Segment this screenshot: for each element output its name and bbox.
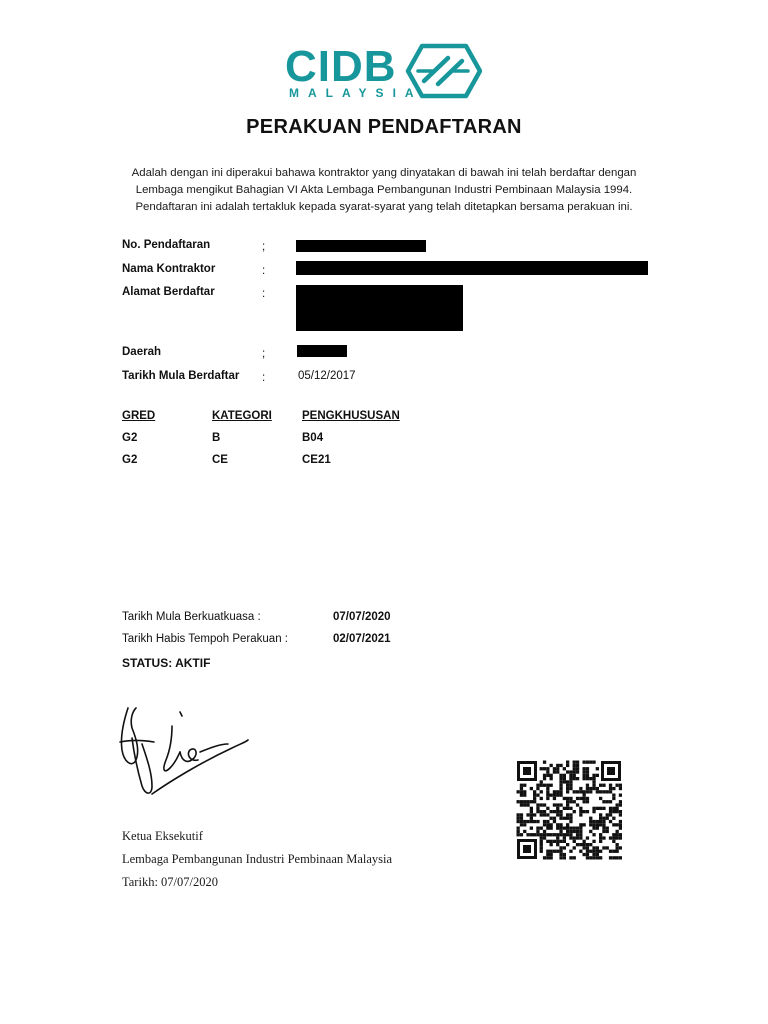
tarikh-habis-tempoh-value: 02/07/2021 <box>333 633 391 645</box>
intro-line: Adalah dengan ini diperakui bahawa kontraktor yang dinyatakan di bawah ini telah berdaftar dengan <box>131 167 637 179</box>
grade-cell-kategori: B <box>212 432 221 444</box>
nama-kontraktor-colon: : <box>262 265 266 277</box>
daerah-redacted <box>297 345 347 357</box>
signatory-role: Ketua Eksekutif <box>122 829 203 843</box>
no-pendaftaran-redacted <box>296 240 426 252</box>
intro-paragraph <box>100 165 668 216</box>
daerah-label: Daerah <box>122 346 161 358</box>
grade-cell-pengkhususan: B04 <box>302 432 324 444</box>
grade-cell-pengkhususan: CE21 <box>302 454 331 466</box>
intro-line: Pendaftaran ini adalah tertakluk kepada syarat-syarat yang telah ditetapkan bersama perakuan ini. <box>135 201 633 213</box>
tarikh-mula-berdaftar-colon: : <box>262 372 266 384</box>
pengkhususan-header: PENGKHUSUSAN <box>302 410 400 422</box>
status-badge: STATUS: AKTIF <box>122 656 211 670</box>
alamat-berdaftar-colon: : <box>262 288 266 300</box>
signatory-organization: Lembaga Pembangunan Industri Pembinaan Malaysia <box>122 852 393 866</box>
alamat-berdaftar-label: Alamat Berdaftar <box>122 286 215 298</box>
page-title: PERAKUAN PENDAFTARAN <box>246 116 522 138</box>
grade-cell-gred: G2 <box>122 454 138 466</box>
qr-code-icon <box>516 760 622 860</box>
cidb-hexagon-icon <box>404 43 482 99</box>
gred-header: GRED <box>122 410 156 422</box>
alamat-berdaftar-redacted <box>296 285 463 331</box>
intro-line: Lembaga mengikut Bahagian VI Akta Lembaga Pembangunan Industri Pembinaan Malaysia 1994. <box>135 184 633 196</box>
nama-kontraktor-redacted <box>296 261 648 275</box>
cidb-logo <box>285 40 485 104</box>
nama-kontraktor-label: Nama Kontraktor <box>122 263 216 275</box>
no-pendaftaran-label: No. Pendaftaran <box>122 239 211 251</box>
daerah-colon: ; <box>262 348 266 360</box>
tarikh-mula-berkuatkuasa-label: Tarikh Mula Berkuatkuasa : <box>122 611 261 623</box>
logo-country-text: MALAYSIA <box>289 86 423 100</box>
tarikh-mula-berdaftar-label: Tarikh Mula Berdaftar <box>122 370 240 382</box>
kategori-header: KATEGORI <box>212 410 272 422</box>
signatory-date: Tarikh: 07/07/2020 <box>122 875 218 889</box>
tarikh-mula-berdaftar-value: 05/12/2017 <box>298 370 356 382</box>
signature-image <box>112 698 257 804</box>
no-pendaftaran-colon: ; <box>262 241 266 253</box>
logo-brand-text: CIDB <box>285 42 397 91</box>
grade-cell-gred: G2 <box>122 432 138 444</box>
grade-cell-kategori: CE <box>212 454 228 466</box>
tarikh-habis-tempoh-label: Tarikh Habis Tempoh Perakuan : <box>122 633 288 645</box>
tarikh-mula-berkuatkuasa-value: 07/07/2020 <box>333 611 391 623</box>
